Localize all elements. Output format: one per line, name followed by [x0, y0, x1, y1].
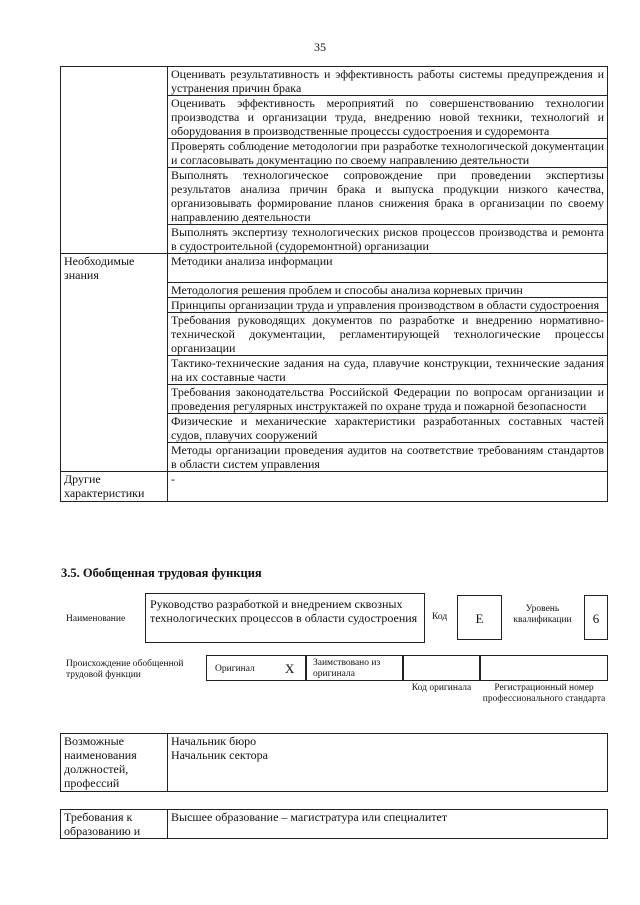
skills-knowledge-table: [60, 66, 608, 502]
table-row: [61, 168, 608, 225]
row-label: [61, 384, 168, 413]
table-row: [61, 355, 608, 384]
gtf-level-value: 6: [592, 611, 600, 626]
origin-code-cell: [403, 655, 480, 681]
row-label: [61, 282, 168, 297]
row-text: Выполнять технологическое сопровождение при проведении экспертизы результатов анализа причин брака и выпуска продукции низкого качества, организовывать формирование планов снижения брака в организации по своему направлению деятельности: [168, 168, 608, 225]
origin-original-cell: [206, 655, 306, 681]
origin-reg-cell: [480, 655, 608, 681]
table-row: [61, 67, 608, 96]
gtf-level-box: [584, 595, 608, 640]
position-item: Начальник сектора: [171, 748, 268, 762]
positions-values: [168, 734, 608, 792]
education-label: Требования к образованию и: [61, 810, 168, 839]
origin-original-label: Оригинал: [215, 664, 255, 674]
row-text: Методы организации проведения аудитов на соответствие требованиям стандартов в области систем управления: [168, 442, 608, 471]
table-row: [61, 139, 608, 168]
row-text: Методики анализа информации: [168, 254, 608, 283]
gtf-code-box: [457, 595, 502, 640]
gtf-code-value: E: [475, 611, 484, 626]
row-text: Требования руководящих документов по разработке и внедрению нормативно-технической документации, регламентирующей технологические процессы организации: [168, 312, 608, 355]
origin-borrowed-cell: [306, 655, 403, 681]
row-text: -: [168, 471, 608, 501]
gtf-name-label: Наименование: [66, 614, 126, 624]
positions-label: Возможные наименования должностей, профессий: [61, 734, 168, 792]
table-row: [61, 442, 608, 471]
row-label: Необходимые знания: [61, 254, 168, 283]
row-label: [61, 168, 168, 225]
table-row: [61, 312, 608, 355]
row-text: Выполнять экспертизу технологических рисков процессов производства и ремонта в судостроительной (судоремонтной) организации: [168, 225, 608, 254]
row-text: Проверять соблюдение методологии при разработке технологической документации и согласовывать документацию по своему направлению деятельности: [168, 139, 608, 168]
gtf-name-value: Руководство разработкой и внедрением сквозных технологических процессов в области судостроения: [150, 597, 418, 625]
row-text: Методология решения проблем и способы анализа корневых причин: [168, 282, 608, 297]
row-label: [61, 413, 168, 442]
table-row: [61, 297, 608, 312]
education-table: [60, 809, 608, 839]
gtf-level-label: Уровень квалификации: [513, 604, 572, 625]
row-text: Физические и механические характеристики разработанных составных частей судов, плавучих сооружений: [168, 413, 608, 442]
row-text: Принципы организации труда и управления производством в области судостроения: [168, 297, 608, 312]
position-item: Начальник бюро: [171, 734, 257, 748]
education-value: Высшее образование – магистратура или специалитет: [168, 810, 608, 839]
row-text: Оценивать результативность и эффективность работы системы предупреждения и устранения причин брака: [168, 67, 608, 96]
table-row: [61, 471, 608, 501]
table-row: [61, 413, 608, 442]
row-label: Другие характеристики: [61, 471, 168, 501]
table-row: [61, 96, 608, 139]
table-row: [61, 225, 608, 254]
origin-label: Происхождение обобщенной трудовой функции: [66, 659, 184, 680]
row-label: [61, 225, 168, 254]
gtf-code-label: Код: [432, 612, 448, 622]
row-label: [61, 297, 168, 312]
origin-reg-caption: Регистрационный номер профессионального стандарта: [482, 683, 606, 704]
table-row: [61, 384, 608, 413]
row-text: Тактико-технические задания на суда, плавучие конструкции, технические задания на их составные части: [168, 355, 608, 384]
row-label: [61, 355, 168, 384]
row-label: [61, 442, 168, 471]
row-text: Требования законодательства Российской Федерации по вопросам организации и проведения регулярных инструктажей по охране труда и пожарной безопасности: [168, 384, 608, 413]
section-title: 3.5. Обобщенная трудовая функция: [61, 566, 262, 580]
row-text: Оценивать эффективность мероприятий по совершенствованию технологии производства и организации труда, внедрению новой техники, технологий и оборудования в производственные процессы судостроения и судоремонта: [168, 96, 608, 139]
table-row: [61, 282, 608, 297]
row-label: [61, 67, 168, 96]
row-label: [61, 96, 168, 139]
origin-borrowed-label: Заимствовано из оригинала: [313, 658, 381, 679]
origin-original-mark: X: [285, 661, 295, 676]
table-row: [61, 254, 608, 283]
row-label: [61, 139, 168, 168]
origin-code-caption: Код оригинала: [411, 683, 472, 693]
gtf-name-box: [145, 593, 425, 643]
positions-table: [60, 733, 608, 792]
row-label: [61, 312, 168, 355]
page-number: 35: [314, 40, 326, 54]
